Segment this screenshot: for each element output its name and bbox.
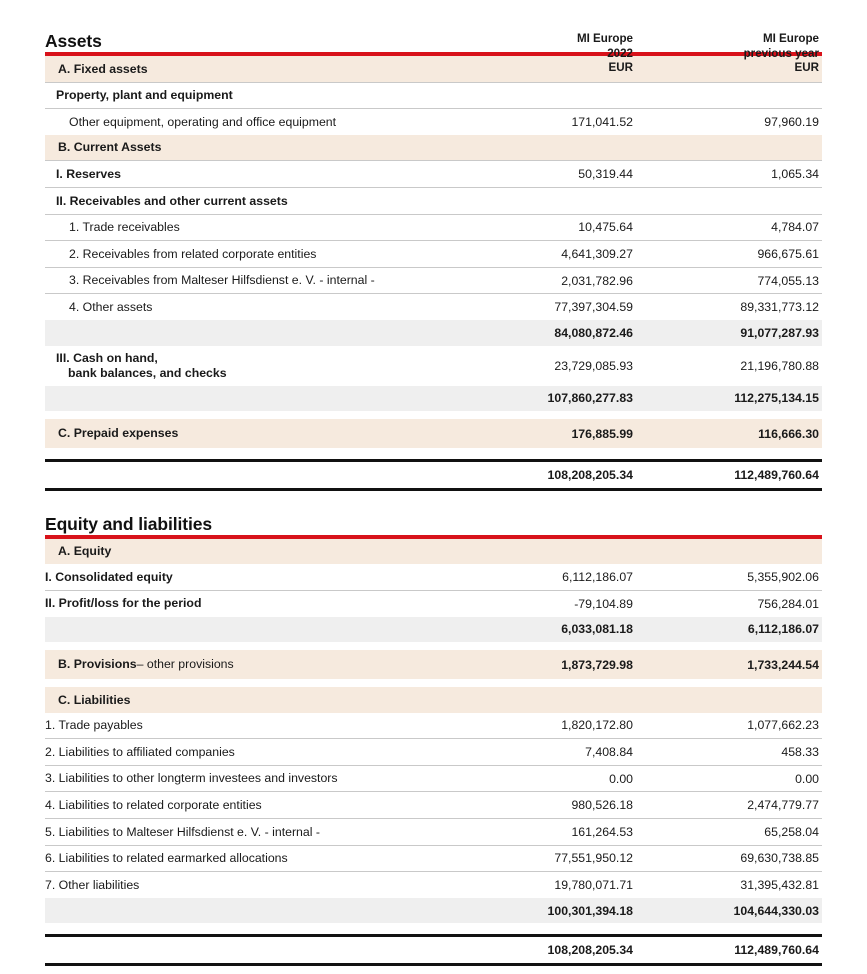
- table-row: [45, 564, 822, 590]
- row-previous-value: 69,630,738.85: [740, 851, 819, 866]
- row-label: II. Receivables and other current assets: [56, 193, 288, 208]
- row-current-value: 84,080,872.46: [554, 325, 633, 340]
- row-previous-value: 112,489,760.64: [734, 943, 819, 958]
- row-current-value: 1,820,172.80: [561, 718, 633, 733]
- column-header-current-line3: EUR: [608, 61, 633, 75]
- row-current-value: [450, 135, 636, 161]
- grand-total-row: [45, 462, 822, 488]
- row-previous-value: 65,258.04: [764, 824, 819, 839]
- table-row: [45, 241, 822, 267]
- row-label: [45, 650, 450, 679]
- row-label: 2. Liabilities to affiliated companies: [45, 744, 235, 759]
- row-current-value: 100,301,394.18: [547, 903, 633, 918]
- subtotal-row: [45, 898, 822, 924]
- row-previous-value: [636, 135, 822, 161]
- row-current-value: [450, 188, 636, 214]
- row-current-value: 6,033,081.18: [561, 622, 633, 637]
- table-row: [45, 294, 822, 320]
- row-previous-value: 4,784.07: [771, 220, 819, 235]
- row-current-value: 77,551,950.12: [554, 851, 633, 866]
- table-row: [45, 591, 822, 617]
- grand-total-row: [45, 937, 822, 963]
- row-current-value: [450, 687, 636, 713]
- row-label: Other equipment, operating and office equipment: [69, 114, 337, 129]
- row-previous-value: [636, 539, 822, 565]
- table-row: [45, 268, 822, 294]
- subtotal-row: [45, 320, 822, 346]
- table-row: [45, 135, 822, 161]
- spacer: [45, 923, 822, 934]
- row-current-value: 4,641,309.27: [561, 246, 633, 261]
- table-row: [45, 419, 822, 448]
- row-label: 1. Trade receivables: [69, 220, 180, 235]
- equity-total-bottom-rule: [45, 963, 822, 966]
- table-row: [45, 188, 822, 214]
- column-header-label-spacer: [45, 32, 450, 76]
- row-current-value: 1,873,729.98: [561, 657, 633, 672]
- row-previous-value: 116,666.30: [758, 426, 819, 441]
- row-current-value: 108,208,205.34: [547, 467, 633, 482]
- table-row: [45, 713, 822, 739]
- table-row: [45, 346, 822, 386]
- subtotal-row: [45, 386, 822, 412]
- spacer: [45, 679, 822, 687]
- table-row: [45, 872, 822, 898]
- row-current-value: 23,729,085.93: [554, 358, 633, 373]
- row-previous-value: 0.00: [795, 771, 819, 786]
- row-label: 6. Liabilities to related earmarked allocations: [45, 851, 288, 866]
- row-label: I. Consolidated equity: [45, 569, 173, 584]
- row-current-value: 980,526.18: [571, 798, 633, 813]
- row-label: [45, 462, 450, 488]
- row-current-value: 19,780,071.71: [554, 878, 633, 893]
- row-label: B. Current Assets: [58, 140, 162, 155]
- row-previous-value: 756,284.01: [757, 596, 819, 611]
- table-row: [45, 539, 822, 565]
- row-previous-value: [636, 687, 822, 713]
- row-previous-value: 5,355,902.06: [747, 570, 819, 585]
- row-previous-value: 1,077,662.23: [747, 718, 819, 733]
- table-row: [45, 650, 822, 679]
- column-header-previous-line1: MI Europe: [762, 32, 819, 45]
- row-previous-value: [636, 188, 822, 214]
- row-label: I. Reserves: [56, 166, 121, 181]
- row-label: [45, 346, 450, 386]
- equity-title: Equity and liabilities: [45, 513, 212, 534]
- row-current-value: 6,112,186.07: [562, 570, 633, 585]
- table-row: [45, 819, 822, 845]
- table-row: [45, 846, 822, 872]
- row-label: A. Equity: [58, 544, 112, 559]
- row-current-value: 7,408.84: [585, 745, 633, 760]
- row-label-line1: III. Cash on hand,: [56, 350, 158, 365]
- row-label: 5. Liabilities to Malteser Hilfsdienst e. V. - internal -: [45, 824, 320, 839]
- subtotal-row: [45, 617, 822, 643]
- row-previous-value: 104,644,330.03: [733, 903, 819, 918]
- row-previous-value: 89,331,773.12: [740, 300, 819, 315]
- row-current-value: 108,208,205.34: [547, 943, 633, 958]
- table-row: [45, 161, 822, 187]
- row-previous-value: 21,196,780.88: [740, 358, 819, 373]
- table-row: [45, 83, 822, 109]
- row-label: [45, 898, 450, 924]
- row-label: Property, plant and equipment: [56, 88, 233, 103]
- row-current-value: 161,264.53: [571, 824, 633, 839]
- row-label: 3. Liabilities to other longterm investees and investors: [45, 771, 338, 786]
- column-headers: [45, 32, 822, 76]
- row-previous-value: 31,395,432.81: [740, 878, 819, 893]
- row-current-value: 171,041.52: [571, 114, 633, 129]
- row-current-value: 0.00: [609, 771, 633, 786]
- row-label-bold: B. Provisions: [58, 657, 137, 672]
- row-label: [45, 937, 450, 963]
- row-label: 2. Receivables from related corporate entities: [69, 246, 317, 261]
- row-current-value: 107,860,277.83: [547, 391, 633, 406]
- table-row: [45, 766, 822, 792]
- row-previous-value: 91,077,287.93: [740, 325, 819, 340]
- row-label: C. Prepaid expenses: [58, 426, 179, 441]
- row-label-line2: bank balances, and checks: [68, 366, 227, 381]
- row-label: II. Profit/loss for the period: [45, 596, 202, 611]
- row-label: A. Fixed assets: [58, 61, 148, 76]
- row-previous-value: 774,055.13: [757, 273, 819, 288]
- row-previous-value: 6,112,186.07: [747, 622, 819, 637]
- row-current-value: 77,397,304.59: [554, 300, 633, 315]
- column-header-current-year: [450, 32, 636, 76]
- row-current-value: 176,885.99: [571, 426, 633, 441]
- row-previous-value: 2,474,779.77: [747, 798, 819, 813]
- row-previous-value: 1,733,244.54: [747, 657, 819, 672]
- table-row: [45, 792, 822, 818]
- row-previous-value: 97,960.19: [764, 114, 819, 129]
- column-header-previous-line3: EUR: [794, 61, 819, 75]
- table-row: [45, 687, 822, 713]
- row-label: C. Liabilities: [58, 692, 131, 707]
- row-previous-value: 458.33: [781, 745, 819, 760]
- column-header-previous-year: [636, 32, 822, 76]
- column-header-current-line1: MI Europe: [576, 32, 633, 45]
- row-current-value: 50,319.44: [578, 167, 633, 182]
- row-previous-value: 966,675.61: [757, 246, 819, 261]
- spacer: [45, 448, 822, 459]
- row-current-value: 2,031,782.96: [561, 273, 633, 288]
- row-label: 7. Other liabilities: [45, 877, 140, 892]
- row-label-regular: – other provisions: [136, 657, 234, 672]
- row-previous-value: 112,275,134.15: [734, 391, 819, 406]
- column-header-previous-line2: previous year: [743, 46, 819, 60]
- row-label: [45, 320, 450, 346]
- row-previous-value: 1,065.34: [771, 167, 819, 182]
- row-label: [45, 386, 450, 412]
- row-current-value: -79,104.89: [574, 596, 633, 611]
- row-label: 3. Receivables from Malteser Hilfsdienst e. V. - internal -: [69, 273, 375, 288]
- row-previous-value: 112,489,760.64: [734, 467, 819, 482]
- table-row: [45, 739, 822, 765]
- row-label: 4. Liabilities to related corporate entities: [45, 798, 262, 813]
- row-label: 4. Other assets: [69, 299, 153, 314]
- spacer: [45, 411, 822, 419]
- equity-title-wrap: [45, 491, 822, 535]
- table-row: [45, 109, 822, 135]
- table-row: [45, 215, 822, 241]
- row-label: 1. Trade payables: [45, 718, 143, 733]
- row-label: [45, 617, 450, 643]
- column-header-current-line2: 2022: [607, 46, 633, 60]
- row-previous-value: [636, 83, 822, 109]
- assets-title: Assets: [45, 31, 102, 51]
- row-current-value: [450, 83, 636, 109]
- row-current-value: [450, 539, 636, 565]
- spacer: [45, 642, 822, 650]
- row-current-value: 10,475.64: [578, 220, 633, 235]
